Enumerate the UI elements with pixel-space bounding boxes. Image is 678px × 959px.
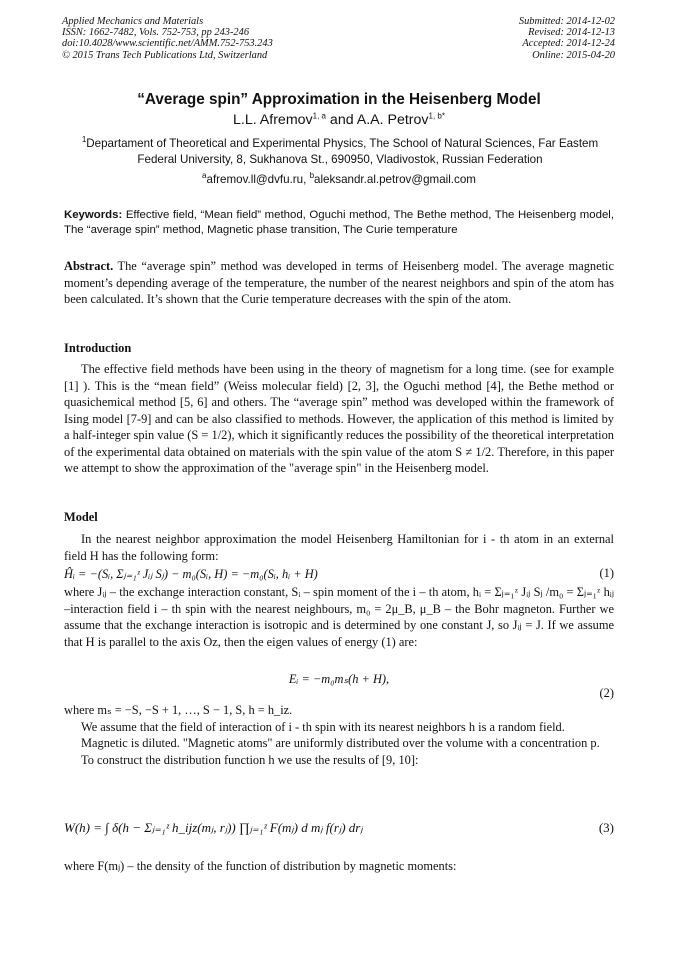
equation-1 <box>64 566 614 582</box>
model-paragraph-2: where Jᵢⱼ – the exchange interaction constant, Sᵢ – spin moment of the i – th atom, hᵢ = Σⱼ₌₁ᶻ Jᵢⱼ Sⱼ /m₀ = Σⱼ₌₁ᶻ hᵢⱼ –interaction field i – th spin with the nearest neighbours, m₀ = 2μ_B, μ_B – the Bohr magneton. Further we assume that the exchange interaction is isotropic and is determined by one constant J, so Jᵢⱼ = J. If we assume that H is parallel to the axis Oz, then the eigen values of energy (1) are: <box>64 585 614 649</box>
equation-2 <box>64 671 614 687</box>
abstract-text: The “average spin” method was developed in terms of Heisenberg model. The average magnetic moment’s depending average of the temperature, the number of the nearest neighbors and spin of the atom has been calculated. It’s shown that the Curie temperature decreases with the spin of the atom. <box>64 259 614 306</box>
journal-name: Applied Mechanics and Materials <box>62 16 204 27</box>
accepted-date: Accepted: 2014-12-24 <box>522 38 615 50</box>
equation-2-number: (2) <box>599 686 614 700</box>
author-and: and <box>325 112 357 128</box>
keywords <box>64 208 614 237</box>
author-2: A.A. Petrov <box>356 112 429 128</box>
abstract <box>64 258 614 308</box>
equation-1-number: (1) <box>599 566 614 580</box>
model-heading: Model <box>64 510 98 524</box>
submitted-date: Submitted: 2014-12-02 <box>518 16 615 27</box>
introduction-heading: Introduction <box>64 341 132 355</box>
keywords-text: Effective field, “Mean field” method, Oguchi method, The Bethe method, The Heisenberg model, The “average spin” method, Magnetic phase transition, The Curie temperature <box>64 209 614 236</box>
model-paragraph-7: where F(mⱼ) – the density of the function of distribution by magnetic moments: <box>64 859 457 873</box>
copyright-line: © 2015 Trans Tech Publications Ltd, Switzerland <box>62 49 268 61</box>
affiliation-text: Departament of Theoretical and Experimental Physics, The School of Natural Sciences, Far Eastem Federal University, 8, Sukhanova St., 690950, Vladivostok, Russian Federation <box>86 137 599 166</box>
email-b-mark: b <box>309 171 315 181</box>
email-a-mark: a <box>202 171 207 181</box>
author-1-affil: 1, a <box>312 111 326 121</box>
author-2-affil: 1, b* <box>428 111 445 121</box>
email-b: aleksandr.al.petrov@gmail.com <box>314 173 476 186</box>
paper-title: “Average spin” Approximation in the Heisenberg Model <box>137 91 541 108</box>
model-paragraph-6: To construct the distribution function h we use the results of [9, 10]: <box>81 752 419 767</box>
introduction-paragraph: The effective field methods have been using in the theory of magnetism for a long time. (see for example [1] ). This is the “mean field” (Weiss molecular field) [2, 3], the Oguchi method [4], the Bethe method or quasichemical method [5, 6] and others. The “average spin” method was developed within the framework of Ising model [7-9] and can be also classified to methods. However, the application of this method is limited by a half-integer spin value (S = 1/2), which it significantly reduces the possibility of the theoretical interpretation of the experimental data obtained on materials with the spin value of the atom S ≠ 1/2. Therefore, in this paper we attempt to show the approximation of the "average spin" in the Heisenberg model. <box>64 362 614 475</box>
model-paragraph-4: We assume that the field of interaction of i - th spin with its nearest neighbors h is a random field. <box>81 719 565 734</box>
abstract-label: Abstract. <box>64 259 114 273</box>
model-definitions <box>64 584 614 650</box>
author-1: L.L. Afremov <box>232 112 313 128</box>
email-a: afremov.ll@dvfu.ru, <box>206 173 310 186</box>
journal-info <box>62 16 273 61</box>
equation-2-body: Eᵢ = −m₀mₛ(h + H), <box>288 672 390 686</box>
submission-dates <box>519 16 615 61</box>
model-paragraph-5: Magnetic is diluted. "Magnetic atoms" are uniformly distributed over the volume with a concentration p. <box>81 736 600 750</box>
model-intro <box>64 531 614 564</box>
author-list <box>0 112 678 128</box>
model-paragraph-3: where mₛ = −S, −S + 1, …, S − 1, S, h = h_iz. <box>64 703 293 717</box>
equation-1-body: Ĥᵢ = −(Sᵢ, Σⱼ₌₁ᶻ Jᵢⱼ Sⱼ) − m₀(Sᵢ, H) = −m₀(Sᵢ, hᵢ + H) <box>64 567 318 581</box>
model-continued <box>64 702 614 768</box>
introduction-body <box>64 361 614 477</box>
author-emails <box>0 173 678 186</box>
affiliation-mark: 1 <box>81 135 87 145</box>
equation-3-body: W(h) = ∫ δ(h − Σⱼ₌₁ᶻ h_ijz(mⱼ, rⱼ)) ∏ⱼ₌₁ᶻ F(mⱼ) d mⱼ f(rⱼ) drⱼ <box>64 820 363 835</box>
doi-line: doi:10.4028/www.scientific.net/AMM.752-753.243 <box>62 38 273 50</box>
revised-date: Revised: 2014-12-13 <box>528 27 615 39</box>
model-paragraph-1: In the nearest neighbor approximation the model Heisenberg Hamiltonian for i - th atom in an external field H has the following form: <box>64 532 614 563</box>
affiliation <box>70 136 610 167</box>
equation-3-number: (3) <box>598 820 614 835</box>
issn-line: ISSN: 1662-7482, Vols. 752-753, pp 243-246 <box>62 27 250 39</box>
keywords-label: Keywords: <box>64 209 123 221</box>
online-date: Online: 2015-04-20 <box>532 49 615 61</box>
model-final <box>64 858 614 875</box>
equation-3 <box>64 820 614 836</box>
